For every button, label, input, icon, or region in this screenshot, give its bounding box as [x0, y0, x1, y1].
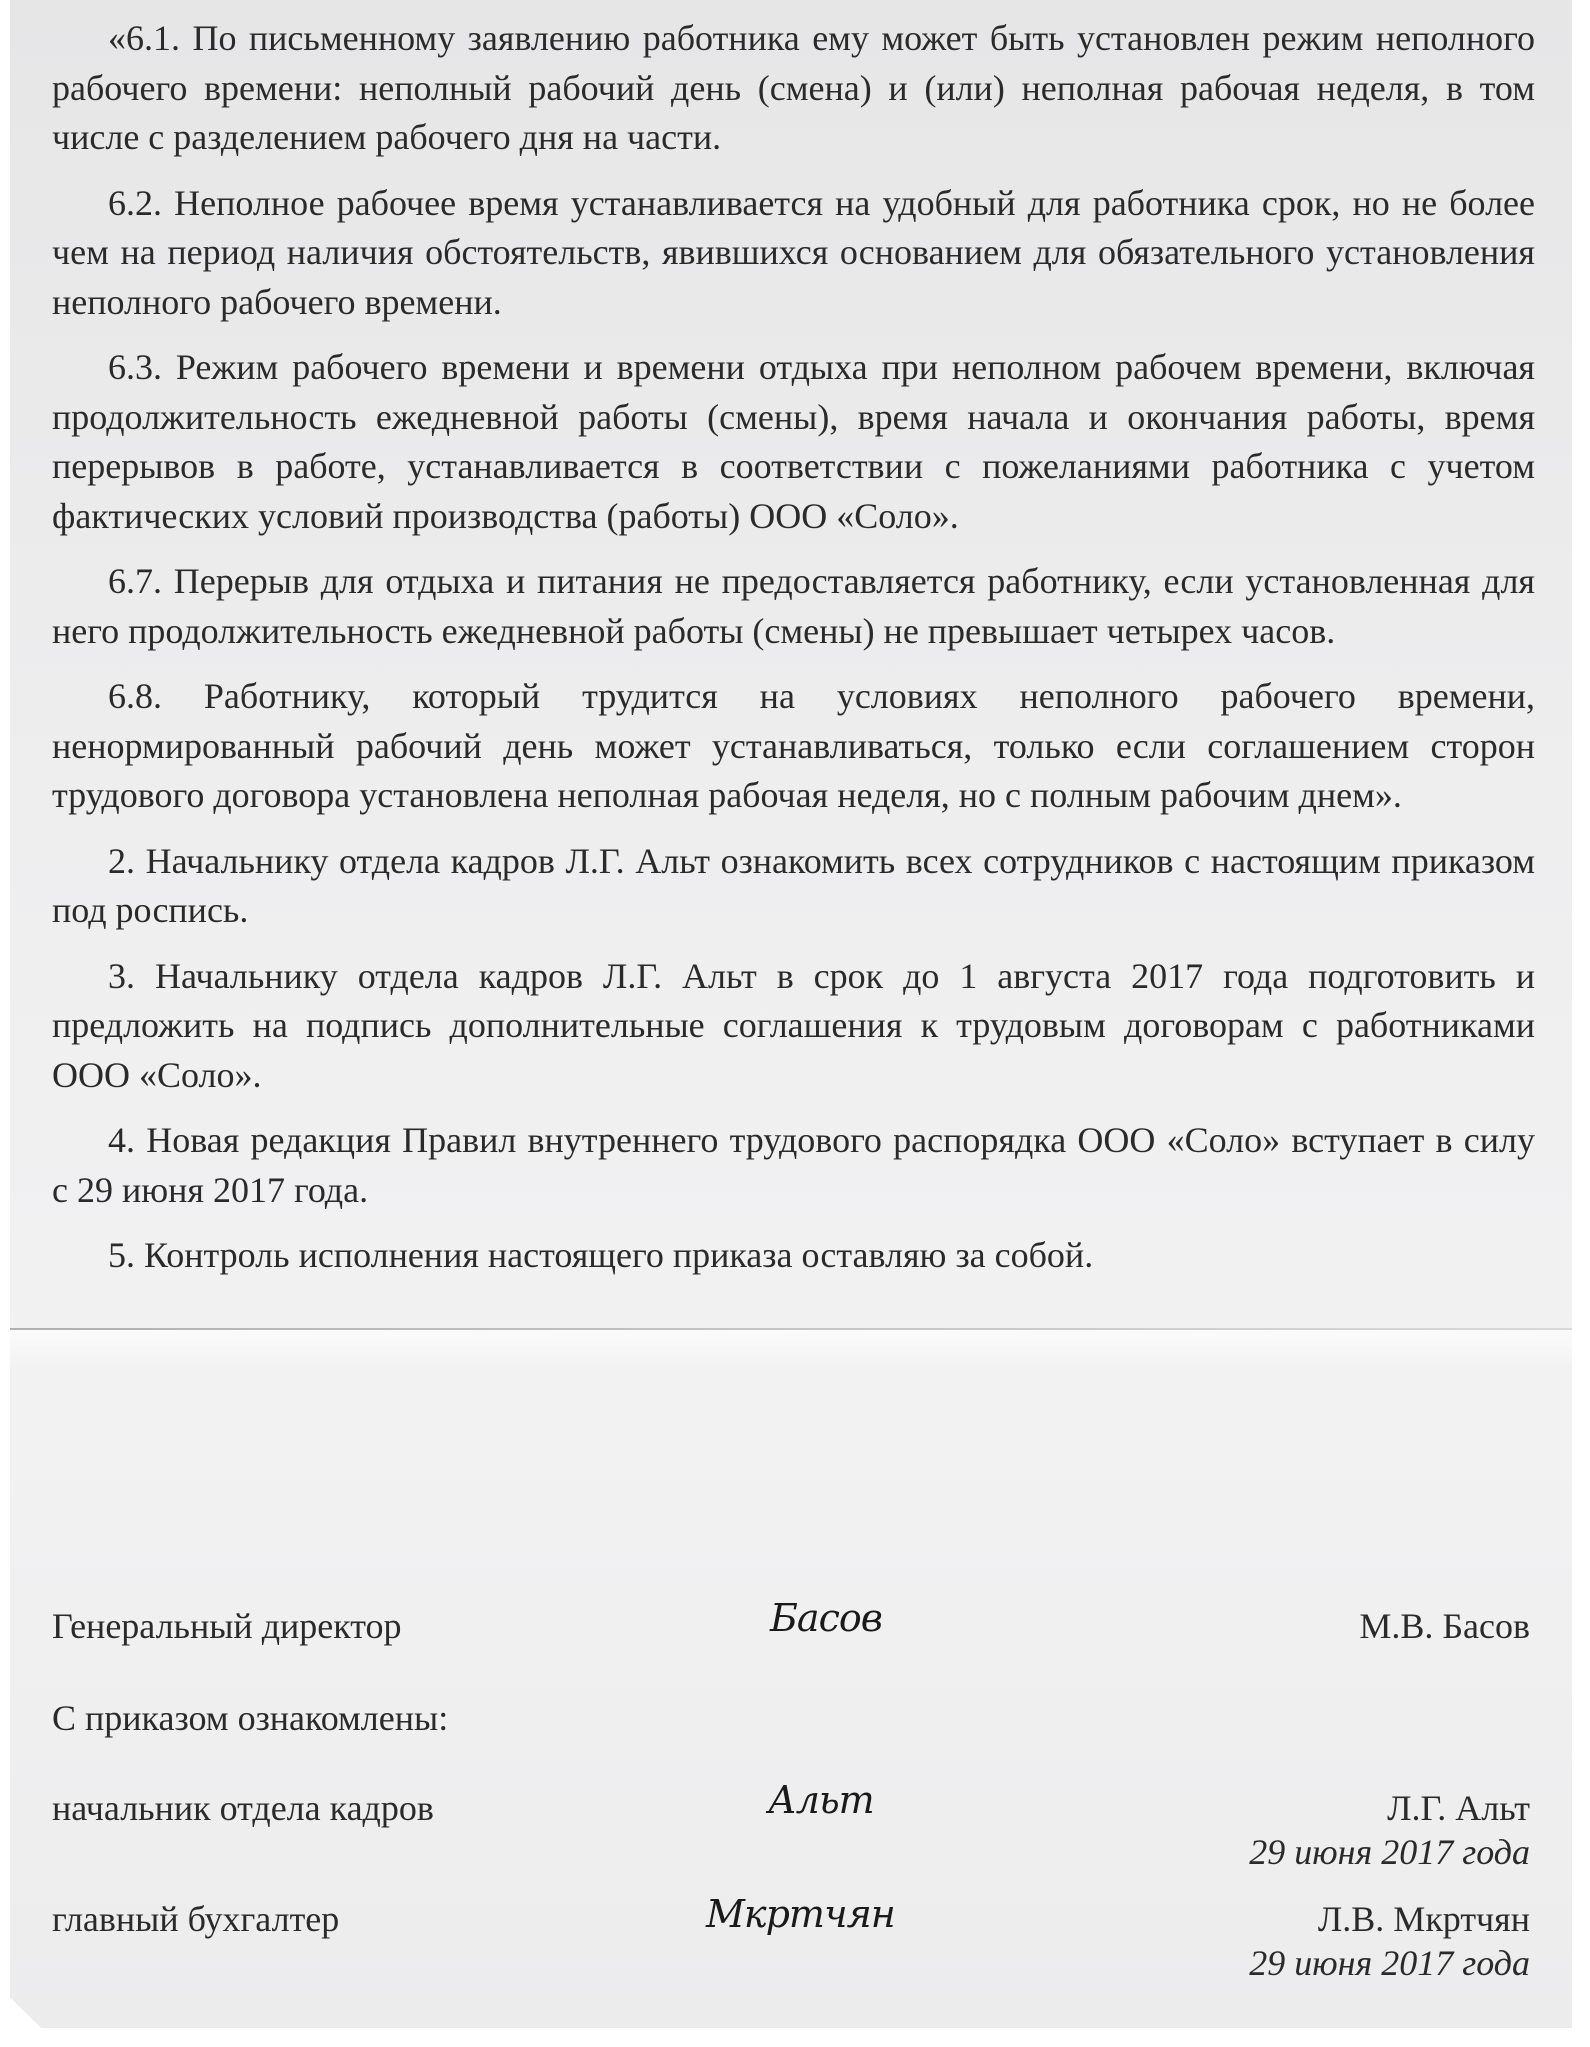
chief-accountant-position: главный бухгалтер	[52, 1899, 340, 1939]
paragraph-6-1: «6.1. По письменному заявлению работника ему может быть установлен режим неполного рабочего времени: неполный рабочий день (смена) и (или) неполная рабочая неделя, в том числе с разделением рабочего дня на части.	[52, 18, 1535, 157]
paragraph-6-7: 6.7. Перерыв для отдыха и питания не предоставляется работнику, если установленная для него продолжительность ежедневной работы (смены) не превышает четырех часов.	[52, 561, 1535, 651]
paragraph-6-2: 6.2. Неполное рабочее время устанавливается на удобный для работника срок, но не более чем на период наличия обстоятельств, явившихся основанием для обязательного установления неполного рабочего времени.	[52, 182, 1535, 322]
paragraph-6-3: 6.3. Режим рабочего времени и времени отдыха при неполном рабочем времени, включая продолжительность ежедневной работы (смены), время начала и окончания работы, время перерывов в работе, устанавливается в соответствии с пожеланиями работника с учетом фактических условий производства (работы) ООО «Соло».	[52, 347, 1535, 536]
hr-head-name: Л.Г. Альт	[1387, 1788, 1530, 1828]
chief-accountant-date: 29 июня 2017 года	[1249, 1943, 1530, 1983]
page-fold-shade	[10, 1330, 1572, 1370]
paragraph-item-4: 4. Новая редакция Правил внутреннего трудового распорядка ООО «Соло» вступает в силу с 29 июня 2017 года.	[52, 1120, 1535, 1210]
paragraph-item-5: 5. Контроль исполнения настоящего приказа оставляю за собой.	[108, 1235, 1094, 1275]
acknowledged-label: С приказом ознакомлены:	[52, 1698, 449, 1738]
hr-head-position: начальник отдела кадров	[52, 1788, 434, 1828]
chief-accountant-handwritten-signature: Мкртчян	[706, 1892, 895, 1936]
director-name: М.В. Басов	[1359, 1606, 1530, 1646]
paragraph-item-3: 3. Начальнику отдела кадров Л.Г. Альт в срок до 1 августа 2017 года подготовить и предложить на подпись дополнительные соглашения к трудовым договорам с работниками ООО «Соло».	[52, 955, 1535, 1095]
paragraph-6-8: 6.8. Работнику, который трудится на условиях неполного рабочего времени, ненормированный рабочий день может устанавливаться, только если соглашением сторон трудового договора установлена неполная рабочая неделя, но с полным рабочим днем».	[52, 676, 1535, 815]
director-handwritten-signature: Басов	[770, 1596, 882, 1640]
document-body	[52, 14, 1535, 1297]
director-position: Генеральный директор	[52, 1606, 402, 1646]
hr-head-date: 29 июня 2017 года	[1249, 1832, 1530, 1872]
chief-accountant-name: Л.В. Мкртчян	[1317, 1899, 1530, 1939]
hr-head-handwritten-signature: Альт	[768, 1778, 874, 1822]
paragraph-item-2: 2. Начальнику отдела кадров Л.Г. Альт ознакомить всех сотрудников с настоящим приказом под роспись.	[52, 840, 1535, 930]
